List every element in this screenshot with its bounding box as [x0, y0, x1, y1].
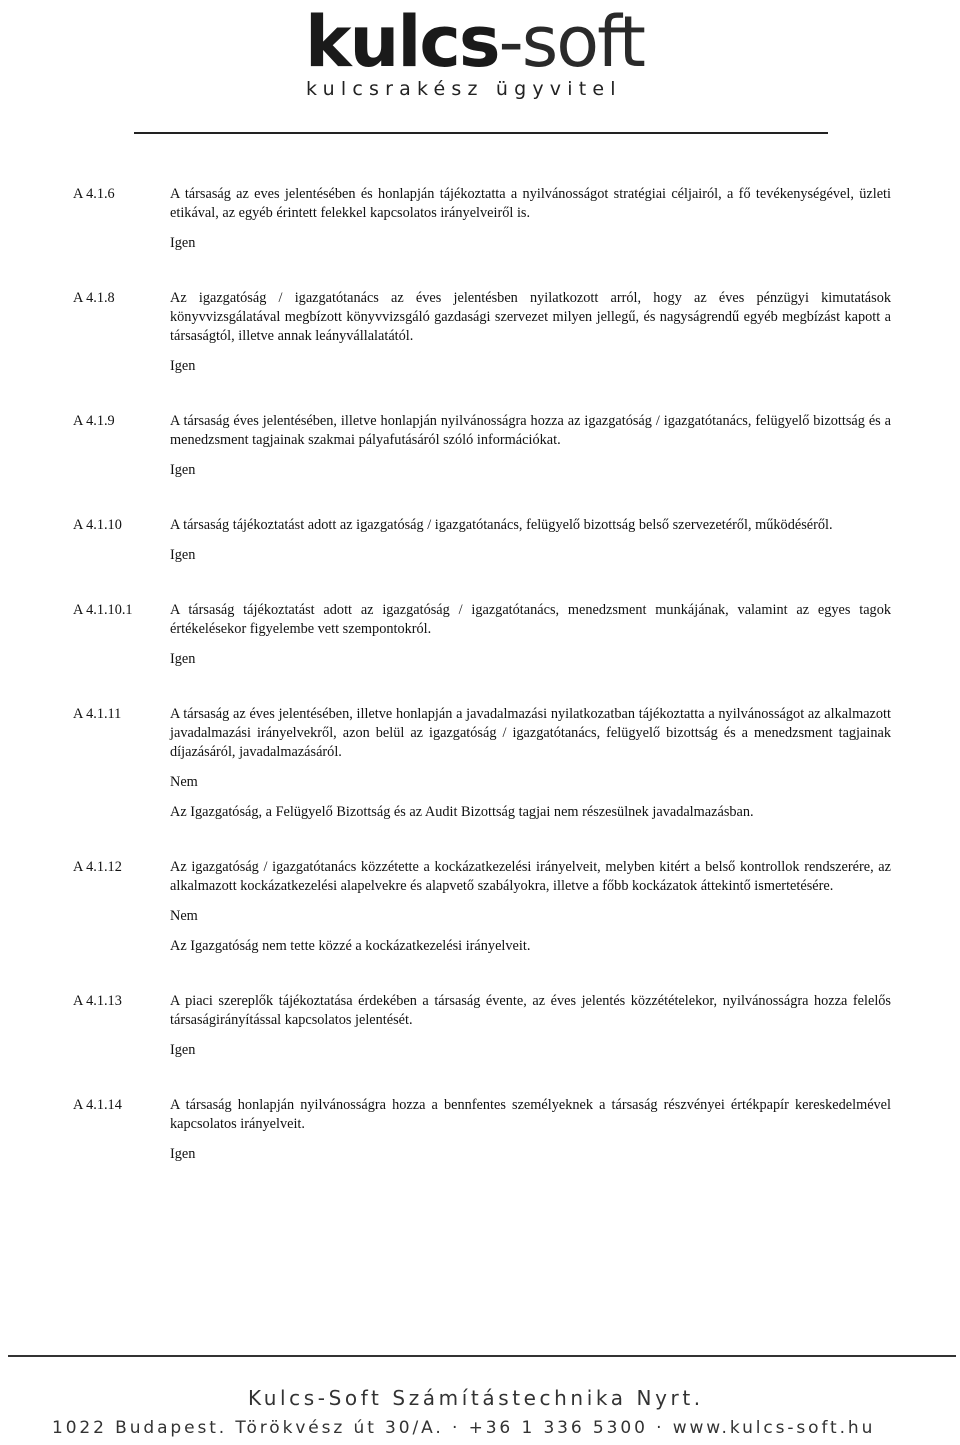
- item-body: [170, 412, 891, 480]
- item-body: [170, 185, 891, 253]
- item-text: Az igazgatóság / igazgatótanács az éves jelentésben nyilatkozott arról, hogy az éves pénzügyi kimutatások könyvvizsgálatával megbízott könyvvizsgáló gazdasági szervezet milyen jellegű, és nagyságrendű egyéb megbízást kapott a társaságtól, illetve annak leányvállalatától.: [170, 290, 891, 344]
- item-note: Az Igazgatóság, a Felügyelő Bizottság és az Audit Bizottság tagjai nem részesülnek javadalmazásban.: [170, 804, 754, 820]
- list-item: [73, 858, 893, 956]
- item-id: A 4.1.10: [73, 517, 122, 533]
- list-item: [73, 705, 893, 822]
- item-text: A társaság az eves jelentésében és honlapján tájékoztatta a nyilvánosságot stratégiai céljairól, a fő tevékenységével, üzleti etikával, az egyéb érintett felekkel kapcsolatos irányelveiről is.: [170, 186, 891, 221]
- item-answer: Nem: [170, 908, 198, 924]
- item-id: A 4.1.13: [73, 993, 122, 1009]
- item-body: [170, 1096, 891, 1164]
- item-body: [170, 992, 891, 1060]
- company-logo: [0, 0, 960, 110]
- item-body: [170, 705, 891, 822]
- item-body: [170, 516, 891, 565]
- item-id: A 4.1.8: [73, 290, 115, 306]
- item-answer: Igen: [170, 547, 196, 563]
- logo-tagline: kulcsrakész ügyvitel: [306, 78, 622, 100]
- item-answer: Igen: [170, 1042, 196, 1058]
- item-answer: Igen: [170, 1146, 196, 1162]
- item-body: [170, 289, 891, 376]
- item-id: A 4.1.6: [73, 186, 115, 202]
- item-id: A 4.1.9: [73, 413, 115, 429]
- item-body: [170, 601, 891, 669]
- item-text: Az igazgatóság / igazgatótanács közzétette a kockázatkezelési irányelveit, melyben kitért a belső kontrollok rendszerére, az alkalmazott kockázatkezelési alapelvekre és alapvető szabályokra, illetve a főbb kockázatok áttekintő ismertetésére.: [170, 859, 891, 894]
- list-item: [73, 601, 893, 669]
- logo-name-bold: kulcs: [305, 1, 499, 83]
- item-id: A 4.1.10.1: [73, 602, 133, 618]
- item-body: [170, 858, 891, 956]
- footer-company-name: Kulcs-Soft Számítástechnika Nyrt.: [248, 1386, 704, 1410]
- item-answer: Igen: [170, 462, 196, 478]
- item-text: A piaci szereplők tájékoztatása érdekében a társaság évente, az éves jelentés közzétételekor, nyilvánosságra hozza felelős társaságirányítással kapcsolatos jelentését.: [170, 993, 891, 1028]
- item-text: A társaság tájékoztatást adott az igazgatóság / igazgatótanács, menedzsment munkájának, valamint az egyes tagok értékelésekor figyelembe vett szempontokról.: [170, 602, 891, 637]
- item-answer: Nem: [170, 774, 198, 790]
- item-text: A társaság éves jelentésében, illetve honlapján nyilvánosságra hozza az igazgatóság / igazgatótanács, felügyelő bizottság és a menedzsment tagjainak szakmai pályafutásáról szóló információkat.: [170, 413, 891, 448]
- item-text: A társaság tájékoztatást adott az igazgatóság / igazgatótanács, felügyelő bizottság belső szervezetéről, működéséről.: [170, 517, 833, 533]
- list-item: [73, 992, 893, 1060]
- item-id: A 4.1.11: [73, 706, 122, 722]
- list-item: [73, 185, 893, 253]
- logo-name-light: -soft: [498, 1, 644, 83]
- logo-wordmark: [305, 2, 644, 82]
- list-item: [73, 1096, 893, 1164]
- item-id: A 4.1.12: [73, 859, 122, 875]
- list-item: [73, 289, 893, 376]
- item-text: A társaság honlapján nyilvánosságra hozza a bennfentes személyeknek a társaság részvényei értékpapír kereskedelmével kapcsolatos irányelveit.: [170, 1097, 891, 1132]
- list-item: [73, 516, 893, 565]
- item-answer: Igen: [170, 358, 196, 374]
- governance-items-list: [73, 185, 893, 1200]
- footer-contact-line: 1022 Budapest. Törökvész út 30/A. · +36 1 336 5300 · www.kulcs-soft.hu: [52, 1418, 876, 1438]
- list-item: [73, 412, 893, 480]
- item-answer: Igen: [170, 235, 196, 251]
- header-divider: [134, 132, 828, 134]
- item-text: A társaság az éves jelentésében, illetve honlapján a javadalmazási nyilatkozatban tájékoztatta a nyilvánosságot az alkalmazott javadalmazási irányelvekről, azon belül az igazgatóság / igazgatótanács, felügyelő bizottság és a menedzsment tagjainak díjazásáról, javadalmazásáról.: [170, 706, 891, 760]
- item-note: Az Igazgatóság nem tette közzé a kockázatkezelési irányelveit.: [170, 938, 531, 954]
- item-answer: Igen: [170, 651, 196, 667]
- item-id: A 4.1.14: [73, 1097, 122, 1113]
- footer-divider: [8, 1355, 956, 1357]
